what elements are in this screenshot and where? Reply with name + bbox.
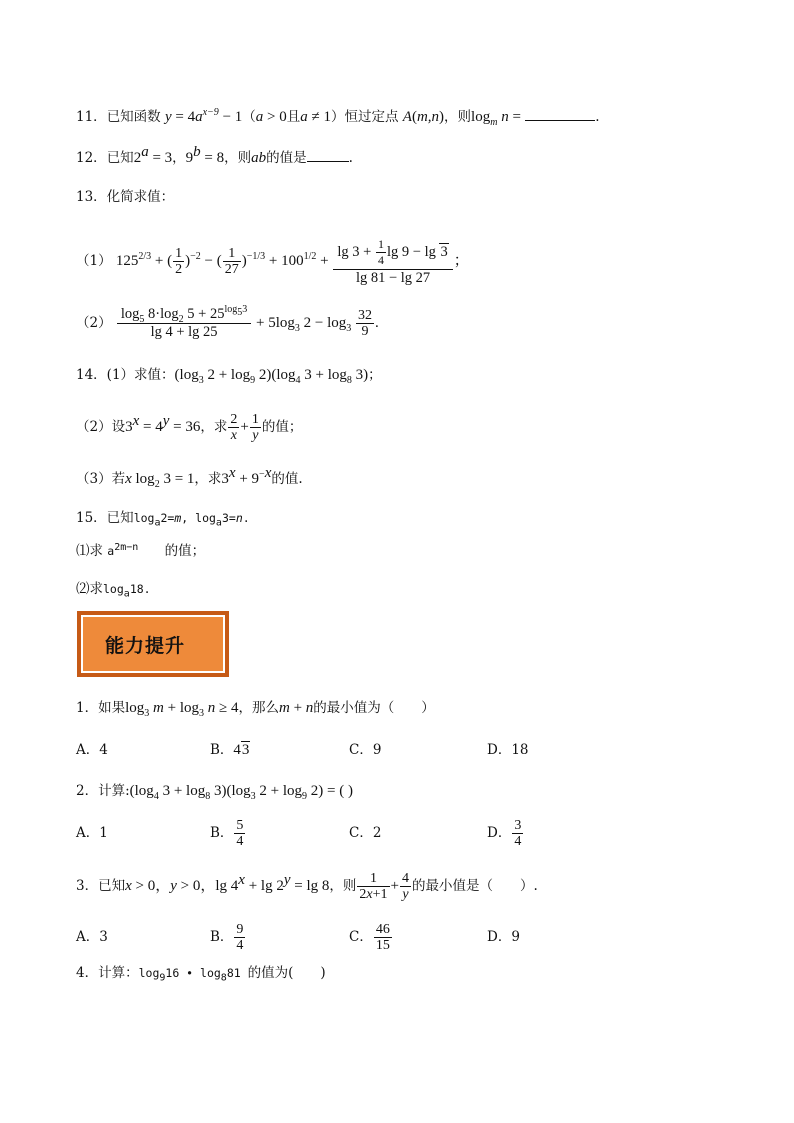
- mc3-option-b[interactable]: [210, 919, 246, 955]
- q11-text-b: （: [242, 109, 256, 125]
- q12-number: 12．: [76, 150, 107, 166]
- mc1-option-c[interactable]: C．9: [349, 742, 382, 758]
- mc3-option-d[interactable]: D．9: [487, 929, 520, 945]
- q15-text: 15．已知: [76, 510, 134, 526]
- q13-p2-expr: $\frac{\log_5 8\cdot\log_2 5 + 25^{log_53}}{\lg 4 + \lg 25}$ + $5\log_3$ $2 - \log_3$ $\frac{32}{9}$ .: [116, 315, 379, 331]
- mc2-option-d-value: $\frac{3}{4}$: [514, 818, 522, 849]
- question-15-part-1: [76, 541, 205, 561]
- question-13-part-2: [76, 306, 379, 341]
- mc2-stem: 2．计算:: [76, 783, 130, 799]
- q11-text: 已知函数: [106, 109, 161, 125]
- q12-text-b: ，: [172, 150, 186, 166]
- mc2-option-a[interactable]: A．1: [76, 825, 108, 841]
- question-15-label: [76, 508, 250, 528]
- mc3-stem: 3．已知: [76, 878, 126, 894]
- question-14-part-3: [76, 465, 303, 490]
- question-12: [76, 144, 353, 168]
- q13-p1-label: （1）: [76, 252, 112, 269]
- mc3-cond: x > 0，y > 0，$\lg 4^x + \lg 2^y = \lg 8$: [125, 872, 330, 894]
- mc3-expr: $\frac{1}{2x+1}$ + $\frac{4}{y}$: [359, 871, 410, 903]
- mc2-option-d-label: D．: [487, 825, 512, 841]
- q14-p2-expr: $\frac{2}{x}$ + $\frac{1}{y}$: [230, 412, 259, 444]
- mc-question-2: [76, 781, 353, 801]
- mc1-stem-c: 的最小值为（ ）: [313, 700, 435, 716]
- q14-p1-expr: ($\log_3$ $2 + \log_9 2)(\log_4$ $3 + \log_8 3$): [174, 367, 369, 386]
- q11-function: $y = 4a^{x-9} - 1$: [164, 107, 243, 125]
- mc2-option-b[interactable]: [210, 815, 246, 851]
- q12-text: 已知: [106, 150, 134, 166]
- q15-p2-expr: $\log_a18$.: [103, 582, 151, 600]
- question-14-part-2: [76, 412, 302, 443]
- q15-p1-expr: $a^{2m-n}$: [107, 542, 139, 558]
- q12-text-c: ，则: [224, 150, 252, 166]
- mc1-option-b[interactable]: [210, 740, 250, 760]
- mc3-option-a[interactable]: A．3: [76, 929, 108, 945]
- mc1-option-b-label: B．: [210, 742, 234, 758]
- q11-log: $\log_m n$ =: [471, 109, 521, 128]
- q11-text-d: ）恒过定点: [330, 109, 399, 125]
- question-15-part-2: [76, 579, 151, 599]
- mc1-option-d[interactable]: D．18: [487, 742, 529, 758]
- q15-given: $\log_a2=m$, $\log_a3=n$.: [133, 511, 250, 529]
- mc2-option-b-value: $\frac{5}{4}$: [236, 818, 244, 849]
- q14-p3-text: ，求: [194, 471, 222, 487]
- q14-p3-label: （3）若: [76, 471, 126, 487]
- q12-end: .: [348, 150, 353, 166]
- q14-p2-label: （2）设: [76, 419, 126, 435]
- q11-point: A(m,n): [402, 109, 445, 125]
- section-banner-inner: [81, 615, 225, 673]
- mc1-option-a[interactable]: A．4: [76, 742, 108, 758]
- mc3-option-b-value: $\frac{9}{4}$: [236, 922, 244, 953]
- q15-p2-label: ⑵求: [76, 581, 103, 597]
- q11-text-c: 且: [286, 109, 301, 125]
- mc3-option-b-label: B．: [210, 929, 234, 945]
- q15-p1-label: ⑴求: [76, 543, 103, 559]
- q14-p3-eq: x $\log_2 3 = 1$: [125, 471, 195, 490]
- answer-blank[interactable]: [525, 106, 595, 121]
- question-13-label: 13．化简求值：: [76, 189, 175, 205]
- q14-p3-expr: $3^x + 9^{-x}$: [221, 465, 272, 487]
- mc2-option-d[interactable]: [487, 815, 524, 851]
- answer-blank[interactable]: [307, 147, 349, 162]
- mc4-expr: $\log_916$ • $\log_881$: [138, 966, 248, 984]
- q13-p1-expr: $125^{2/3}$ + ( $\frac{1}{2}$ )$^{-2}$ − ( $\frac{1}{27}$ )$^{-1/3} + 100^{1/2}$ + lg 3 + $\frac{1}{4}$ lg 9 − lg 3 lg 81 − lg 27 ；: [115, 237, 469, 286]
- mc2-option-c[interactable]: C．2: [349, 825, 382, 841]
- mc-question-3: [76, 868, 538, 904]
- mc3-stem-c: 的最小值是（ ）.: [412, 878, 538, 894]
- question-11: [76, 106, 600, 127]
- mc3-option-c-label: C．: [349, 929, 373, 945]
- q11-cond-2: a ≠ 1: [300, 109, 331, 125]
- section-banner: [77, 611, 229, 677]
- q15-p1-end: 的值；: [164, 543, 206, 559]
- mc1-cond: $\log_3 m + \log_3 n \ge 4$: [125, 700, 239, 719]
- mc2-option-b-label: B．: [210, 825, 234, 841]
- q12-eq-1: $2^a = 3$: [133, 144, 173, 166]
- question-14-part-1: 14．(1）求值：($\log_3$ $2 + \log_9 2)(\log_4$ $3 + \log_8 3$)；: [76, 367, 382, 386]
- mc2-expr: ($\log_4$ $3 + \log_8 3)(\log_3$ $2 + \log_9 2$) = ( ): [129, 783, 353, 802]
- q11-cond-1: a > 0: [255, 109, 287, 125]
- section-title: 能力提升: [105, 635, 186, 657]
- q14-p1-label: 14．(1）求值：: [76, 367, 175, 383]
- mc-question-1: [76, 698, 435, 718]
- mc3-option-c-value: $\frac{46}{15}$: [375, 922, 390, 953]
- q14-p3-end: 的值.: [271, 471, 303, 487]
- q13-p2-label: （2）: [76, 314, 112, 331]
- q11-number: 11．: [76, 109, 107, 125]
- q11-end: .: [595, 109, 600, 125]
- mc3-option-c[interactable]: [349, 919, 393, 955]
- q12-eq-2: $9^b = 8$: [185, 144, 225, 166]
- q11-text-e: ，则: [444, 109, 472, 125]
- question-13-part-1: [76, 236, 469, 287]
- q14-p2-end: 的值；: [261, 419, 303, 435]
- mc4-stem: 4．计算：: [76, 965, 139, 981]
- mc1-expr: m + n: [278, 700, 314, 716]
- mc4-stem-end: 的值为( ): [247, 965, 326, 981]
- mc1-stem-b: ，那么: [238, 700, 279, 716]
- q12-ab: ab: [251, 150, 267, 166]
- q14-p2-eq: $3^x = 4^y = 36$: [125, 413, 201, 435]
- q14-p2-text: ，求: [200, 419, 228, 435]
- mc3-stem-b: ，则: [329, 878, 357, 894]
- mc1-option-b-value: 43: [233, 742, 250, 758]
- q12-text-d: 的值是: [266, 150, 307, 166]
- mc1-stem: 1．如果: [76, 700, 126, 716]
- mc-question-4: [76, 963, 326, 983]
